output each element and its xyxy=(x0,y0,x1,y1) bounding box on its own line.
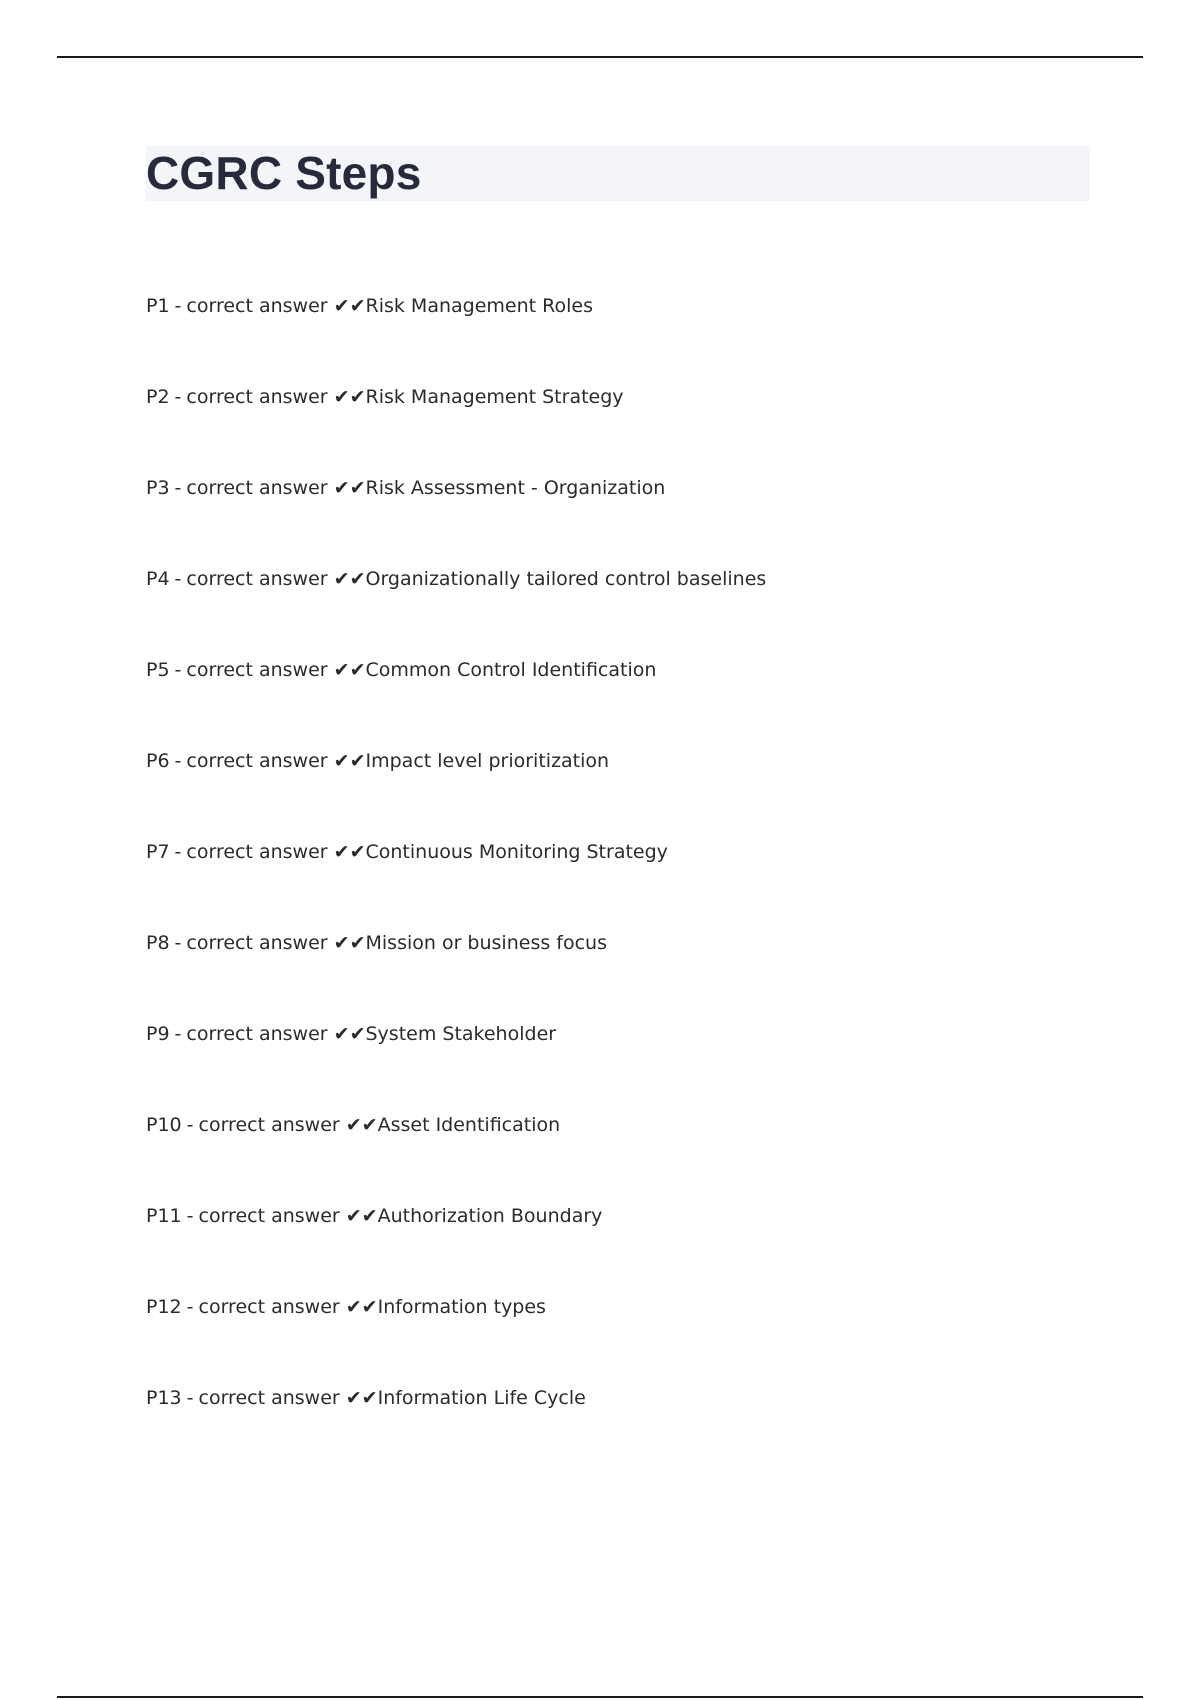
qa-label: correct answer xyxy=(186,932,328,954)
double-check-icon: ✔✔ xyxy=(345,1205,378,1227)
double-check-icon: ✔✔ xyxy=(333,386,366,408)
qa-question: P12 xyxy=(146,1296,182,1318)
qa-separator: - xyxy=(174,750,182,772)
double-check-icon: ✔✔ xyxy=(345,1114,378,1136)
qa-label: correct answer xyxy=(198,1387,340,1409)
qa-label: correct answer xyxy=(186,568,328,590)
double-check-icon: ✔✔ xyxy=(333,750,366,772)
double-check-icon: ✔✔ xyxy=(345,1296,378,1318)
qa-question: P3 xyxy=(146,477,170,499)
footer-rule xyxy=(57,1696,1143,1698)
qa-separator: - xyxy=(174,477,182,499)
qa-item xyxy=(146,1291,766,1382)
qa-question: P9 xyxy=(146,1023,170,1045)
qa-separator: - xyxy=(174,659,182,681)
double-check-icon: ✔✔ xyxy=(333,659,366,681)
qa-label: correct answer xyxy=(186,477,328,499)
qa-answer: Information Life Cycle xyxy=(377,1387,586,1409)
qa-answer: Risk Assessment - Organization xyxy=(365,477,666,499)
qa-question: P10 xyxy=(146,1114,182,1136)
double-check-icon: ✔✔ xyxy=(333,841,366,863)
qa-separator: - xyxy=(174,932,182,954)
qa-label: correct answer xyxy=(186,659,328,681)
qa-item xyxy=(146,1109,766,1200)
double-check-icon: ✔✔ xyxy=(333,1023,366,1045)
qa-separator: - xyxy=(174,1023,182,1045)
qa-label: correct answer xyxy=(186,386,328,408)
qa-answer: Authorization Boundary xyxy=(377,1205,603,1227)
qa-question: P4 xyxy=(146,568,170,590)
header-rule xyxy=(57,56,1143,58)
qa-answer: Mission or business focus xyxy=(365,932,607,954)
qa-item xyxy=(146,1018,766,1109)
qa-answer: Risk Management Strategy xyxy=(365,386,624,408)
qa-label: correct answer xyxy=(186,841,328,863)
qa-question: P13 xyxy=(146,1387,182,1409)
qa-separator: - xyxy=(186,1387,194,1409)
double-check-icon: ✔✔ xyxy=(333,932,366,954)
qa-answer: Risk Management Roles xyxy=(365,295,593,317)
qa-separator: - xyxy=(174,295,182,317)
qa-question: P6 xyxy=(146,750,170,772)
qa-label: correct answer xyxy=(186,1023,328,1045)
double-check-icon: ✔✔ xyxy=(333,568,366,590)
qa-answer: System Stakeholder xyxy=(365,1023,557,1045)
qa-item xyxy=(146,745,766,836)
qa-answer: Impact level prioritization xyxy=(365,750,610,772)
qa-item xyxy=(146,563,766,654)
qa-question: P1 xyxy=(146,295,170,317)
qa-item xyxy=(146,290,766,381)
qa-item xyxy=(146,1382,766,1473)
qa-separator: - xyxy=(186,1205,194,1227)
qa-question: P8 xyxy=(146,932,170,954)
double-check-icon: ✔✔ xyxy=(333,477,366,499)
qa-item xyxy=(146,927,766,1018)
qa-question: P7 xyxy=(146,841,170,863)
qa-label: correct answer xyxy=(198,1114,340,1136)
qa-item xyxy=(146,654,766,745)
qa-answer: Asset Identification xyxy=(377,1114,561,1136)
qa-question: P11 xyxy=(146,1205,182,1227)
qa-separator: - xyxy=(174,568,182,590)
qa-separator: - xyxy=(186,1114,194,1136)
qa-label: correct answer xyxy=(186,750,328,772)
double-check-icon: ✔✔ xyxy=(345,1387,378,1409)
qa-label: correct answer xyxy=(198,1205,340,1227)
qa-label: correct answer xyxy=(198,1296,340,1318)
double-check-icon: ✔✔ xyxy=(333,295,366,317)
page-title: CGRC Steps xyxy=(146,147,422,199)
qa-answer: Common Control Identification xyxy=(365,659,657,681)
qa-separator: - xyxy=(174,841,182,863)
qa-question: P2 xyxy=(146,386,170,408)
qa-item xyxy=(146,1200,766,1291)
qa-answer: Continuous Monitoring Strategy xyxy=(365,841,668,863)
qa-item xyxy=(146,381,766,472)
qa-list xyxy=(146,290,766,1473)
qa-label: correct answer xyxy=(186,295,328,317)
qa-answer: Information types xyxy=(377,1296,546,1318)
qa-question: P5 xyxy=(146,659,170,681)
qa-answer: Organizationally tailored control baselines xyxy=(365,568,767,590)
qa-item xyxy=(146,836,766,927)
qa-item xyxy=(146,472,766,563)
qa-separator: - xyxy=(186,1296,194,1318)
qa-separator: - xyxy=(174,386,182,408)
